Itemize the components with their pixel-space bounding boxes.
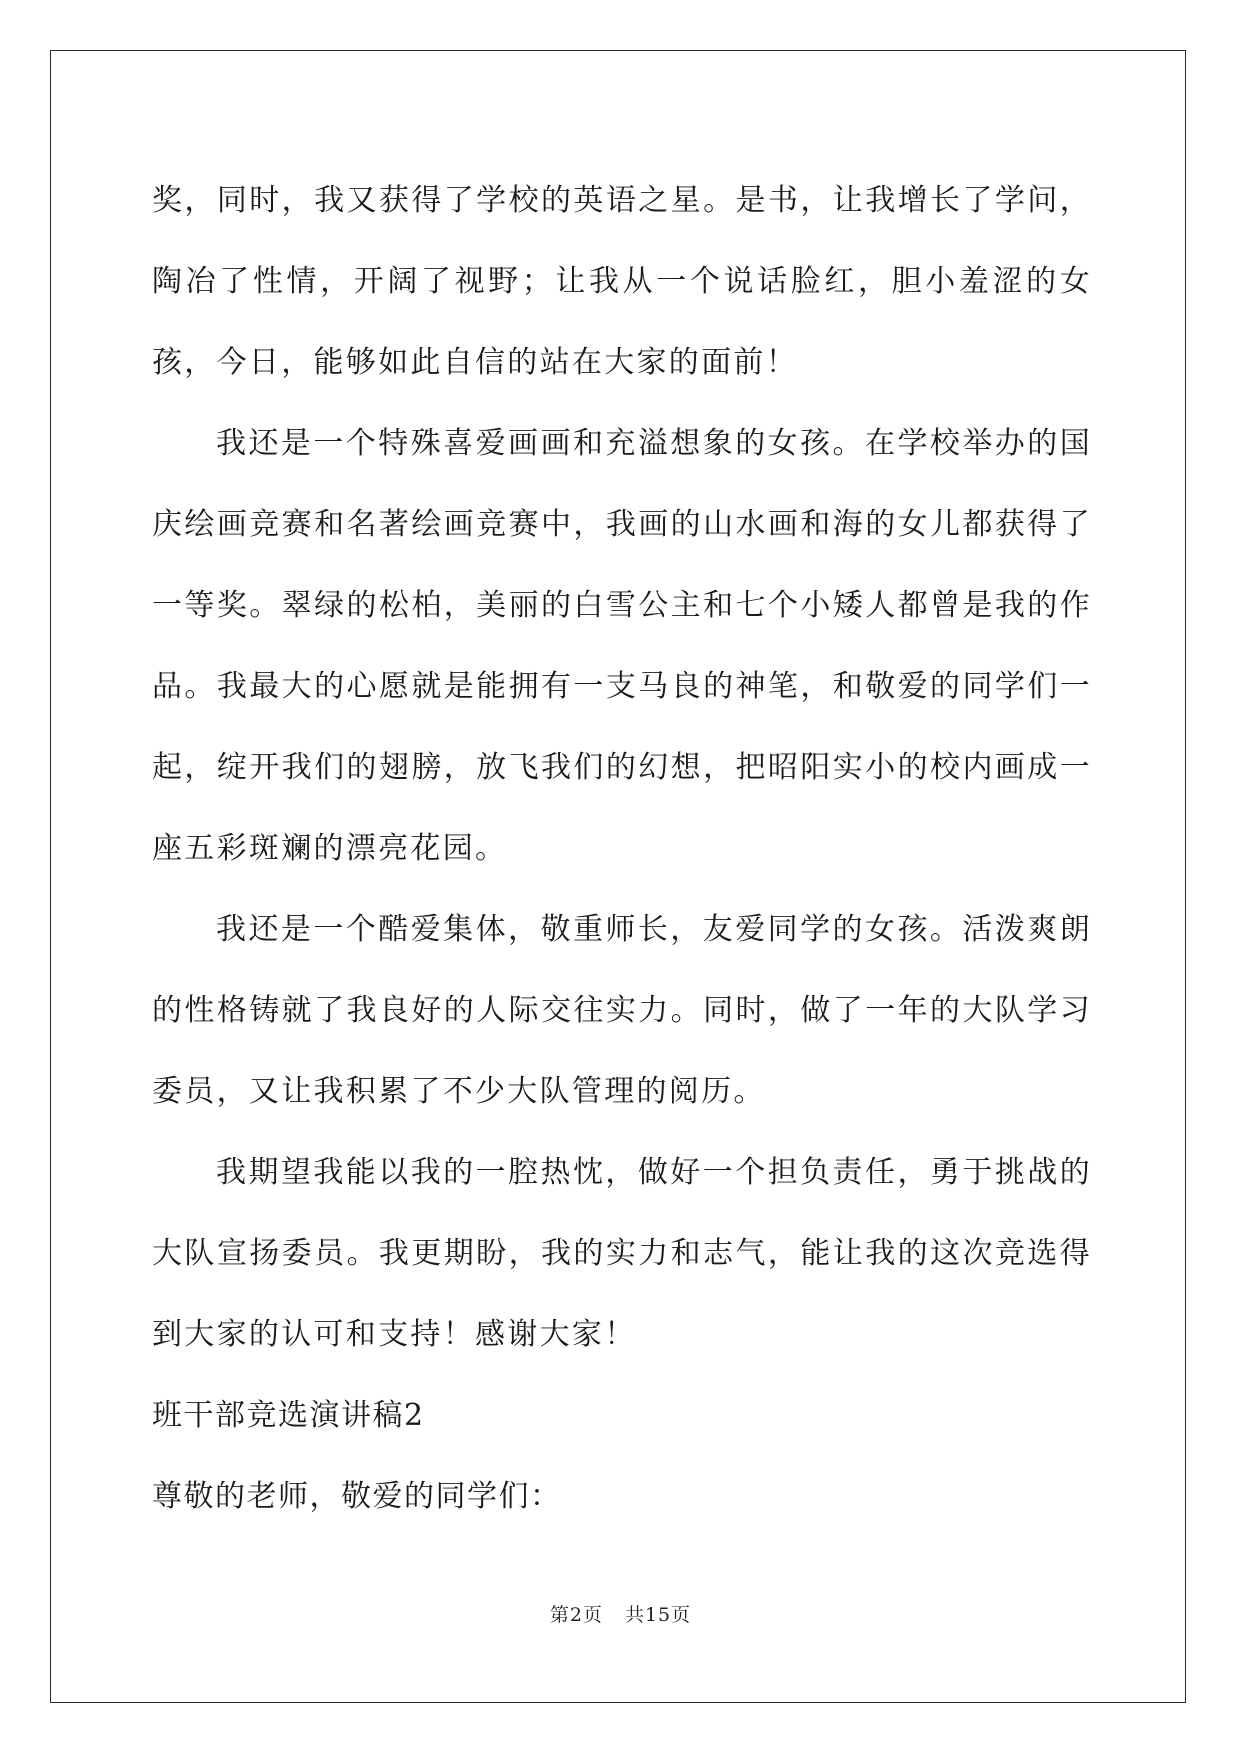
paragraph-2: 我还是一个特殊喜爱画画和充溢想象的女孩。在学校举办的国庆绘画竞赛和名著绘画竞赛中，我画的山水画和海的女儿都获得了一等奖。翠绿的松柏，美丽的白雪公主和七个小矮人都曾是我的作品。我最大的心愿就是能拥有一支马良的神笔，和敬爱的同学们一起，绽开我们的翅膀，放飞我们的幻想，把昭阳实小的校内画成一座五彩斑斓的漂亮花园。	[152, 426, 1092, 866]
document-body	[152, 160, 1092, 1537]
paragraph-4: 我期望我能以我的一腔热忱，做好一个担负责任，勇于挑战的大队宣扬委员。我更期盼，我的实力和志气，能让我的这次竞选得到大家的认可和支持！感谢大家！	[152, 1155, 1092, 1352]
paragraph-1: 奖，同时，我又获得了学校的英语之星。是书，让我增长了学问，陶冶了性情，开阔了视野；让我从一个说话脸红，胆小羞涩的女孩，今日，能够如此自信的站在大家的面前！	[152, 183, 1092, 380]
page-total: 共15页	[624, 1604, 692, 1626]
paragraph-3: 我还是一个酷爱集体，敬重师长，友爱同学的女孩。活泼爽朗的性格铸就了我良好的人际交往实力。同时，做了一年的大队学习委员，又让我积累了不少大队管理的阅历。	[152, 912, 1092, 1109]
salutation: 尊敬的老师，敬爱的同学们：	[152, 1479, 562, 1514]
page-number: 第2页	[549, 1604, 603, 1626]
page-footer	[0, 1600, 1241, 1627]
section-title: 班干部竞选演讲稿2	[152, 1398, 425, 1433]
